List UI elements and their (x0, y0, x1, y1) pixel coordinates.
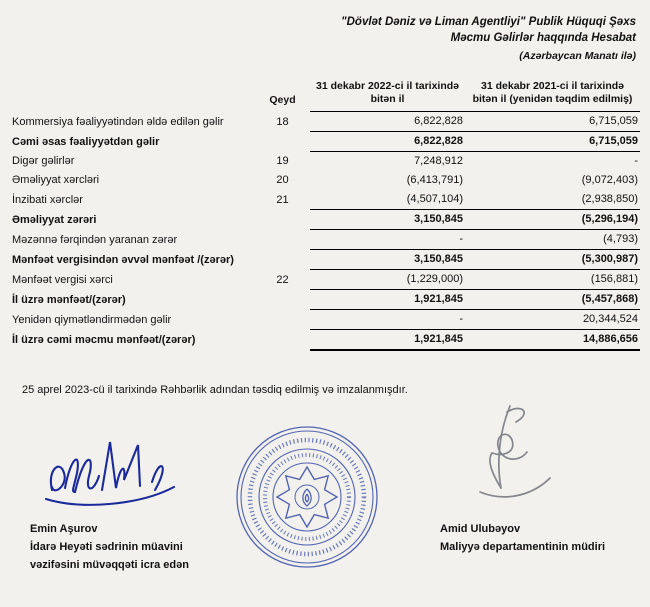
row-value-2021: (2,938,850) (581, 193, 638, 205)
doc-title-report: Məcmu Gəlirlər haqqında Hesabat (450, 32, 636, 44)
row-label: Mənfəət vergisi xərci (12, 273, 113, 286)
row-note: 18 (276, 115, 289, 128)
row-value-2021: (156,881) (590, 273, 638, 285)
table-row-grand-total (10, 330, 640, 351)
signatory-left-name: Emin Aşurov (30, 523, 98, 535)
table-row-total (10, 210, 640, 230)
table-row (10, 171, 640, 190)
row-label: Əməliyyat zərəri (12, 213, 97, 226)
row-value-2022: 1,921,845 (310, 290, 465, 310)
row-value-2021: 14,886,656 (465, 330, 640, 351)
row-value-2021: 20,344,524 (582, 313, 638, 325)
row-note: 19 (276, 155, 289, 167)
row-label: Yenidən qiymətləndirmədən gəlir (12, 313, 172, 326)
row-value-2022: 3,150,845 (310, 250, 465, 270)
row-value-2022: 7,248,912 (414, 155, 463, 167)
signatory-left (30, 520, 189, 574)
row-note (255, 290, 310, 310)
table-header-row (10, 80, 640, 112)
official-stamp-icon (232, 422, 382, 572)
row-value-2021: 6,715,059 (589, 115, 638, 127)
row-value-2021: - (634, 155, 638, 167)
row-label: Digər gəlirlər (12, 155, 75, 167)
row-value-2022: 1,921,845 (310, 330, 465, 351)
header-2021: 31 dekabr 2021-ci il tarixində bitən il (yenidən təqdim edilmiş) (465, 80, 640, 112)
row-note: 22 (276, 273, 289, 286)
row-note (255, 132, 310, 152)
doc-title-entity: "Dövlət Dəniz və Liman Agentliyi" Publik Hüquqi Şəxs (341, 16, 636, 28)
row-note (255, 210, 310, 230)
header-note: Qeyd (269, 93, 296, 106)
row-value-2021: 6,715,059 (465, 132, 640, 152)
row-value-2022: 6,822,828 (310, 132, 465, 152)
row-value-2022: (6,413,791) (406, 174, 463, 186)
row-value-2021: (5,296,194) (465, 210, 640, 230)
header-empty (10, 80, 255, 112)
signature-emin-asurov-icon (40, 432, 190, 514)
approval-statement: 25 aprel 2023-cü il tarixində Rəhbərlik adından təsdiq edilmiş və imzalanmışdır. (22, 384, 408, 396)
signature-amid-ulubayov-icon (452, 400, 562, 518)
signatory-right (440, 520, 605, 556)
row-label: İl üzrə mənfəət/(zərər) (12, 293, 126, 306)
row-note (255, 250, 310, 270)
row-label: Cəmi əsas fəaliyyətdən gəlir (12, 135, 160, 148)
row-note: 21 (276, 193, 289, 206)
signatory-left-title-1: İdarə Heyəti sədrinin müavini (30, 541, 183, 553)
row-label: İl üzrə cəmi məcmu mənfəət/(zərər) (12, 334, 196, 346)
row-value-2022: 3,150,845 (310, 210, 465, 230)
row-value-2022: (1,229,000) (406, 273, 463, 285)
row-label: Kommersiya fəaliyyətindən əldə edilən gəlir (12, 115, 224, 128)
row-label: Məzənnə fərqindən yaranan zərər (12, 233, 178, 246)
signatory-right-title-1: Maliyyə departamentinin müdiri (440, 541, 606, 553)
table-row (10, 190, 640, 210)
table-row (10, 112, 640, 132)
signature-section (0, 400, 650, 600)
signatory-right-name: Amid Ulubəyov (440, 523, 521, 535)
table-row-total (10, 290, 640, 310)
row-value-2021: (5,300,987) (465, 250, 640, 270)
row-value-2021: (4,793) (603, 233, 638, 245)
table-row (10, 152, 640, 172)
row-note (255, 310, 310, 330)
income-statement-table (10, 80, 640, 351)
table-row-total (10, 132, 640, 152)
row-value-2022: - (459, 233, 463, 245)
row-label: İnzibati xərclər (12, 193, 83, 206)
doc-title-currency: (Azərbaycan Manatı ilə) (519, 50, 636, 62)
row-note (255, 230, 310, 250)
row-value-2022: (4,507,104) (406, 193, 463, 205)
row-label: Əməliyyat xərcləri (12, 174, 100, 186)
row-value-2022: 6,822,828 (414, 115, 463, 127)
row-note (255, 330, 310, 351)
table-row (10, 230, 640, 250)
row-value-2021: (5,457,868) (465, 290, 640, 310)
signatory-left-title-2: vəzifəsini müvəqqəti icra edən (30, 559, 189, 571)
table-row-total (10, 250, 640, 270)
document-header (341, 14, 636, 64)
row-label: Mənfəət vergisindən əvvəl mənfəət /(zərər) (12, 253, 234, 266)
row-value-2021: (9,072,403) (581, 174, 638, 186)
table-row (10, 270, 640, 290)
table-row (10, 310, 640, 330)
row-value-2022: - (459, 313, 463, 325)
row-note: 20 (276, 174, 289, 186)
header-2022: 31 dekabr 2022-ci il tarixində bitən il (310, 80, 465, 112)
